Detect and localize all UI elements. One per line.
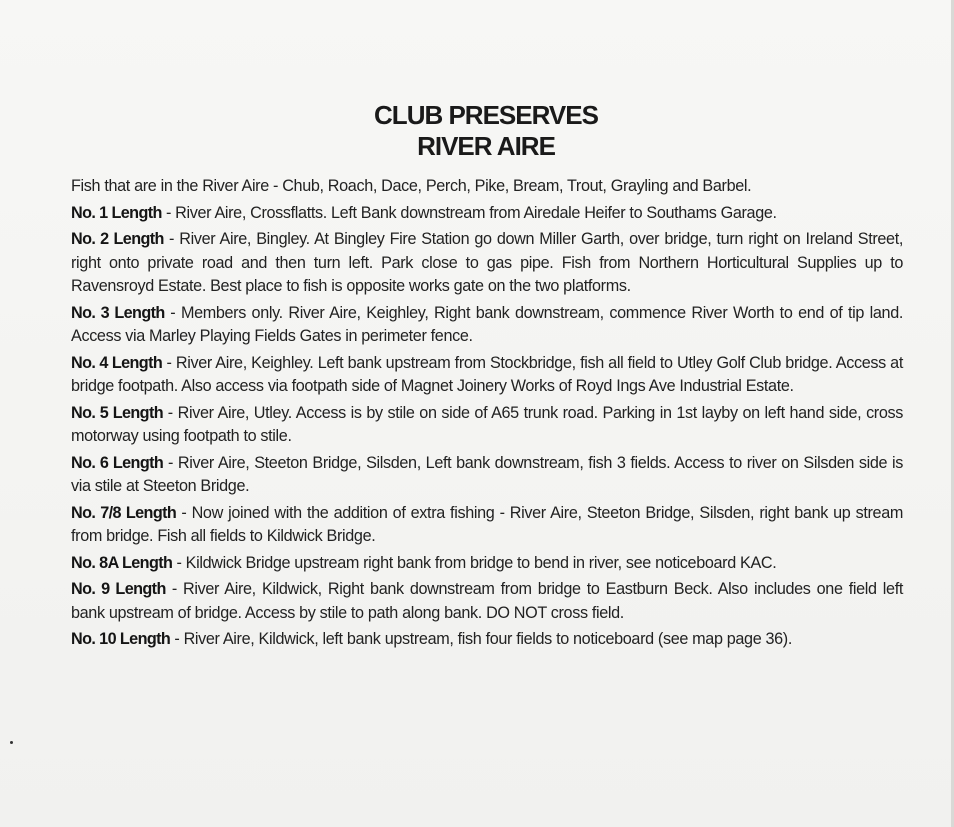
length-label: No. 1 Length <box>71 203 162 222</box>
title-line-2: RIVER AIRE <box>417 131 555 161</box>
content <box>71 175 903 655</box>
length-entry <box>71 578 903 625</box>
length-entry <box>71 352 903 399</box>
length-label: No. 2 Length <box>71 230 164 248</box>
length-label: No. 10 Length <box>71 630 171 648</box>
length-entry <box>71 228 903 299</box>
length-description: River Aire, Steeton Bridge, Silsden, Left bank downstream, fish 3 fields. Access to river on Silsden side is via stile at Steeton Bridge. <box>71 453 903 495</box>
length-description: Now joined with the addition of extra fishing - River Aire, Steeton Bridge, Silsden, right bank up stream from bridge. Fish all fields to Kildwick Bridge. <box>71 503 903 545</box>
length-description: River Aire, Keighley. Left bank upstream from Stockbridge, fish all field to Utley Golf Club bridge. Access at bridge footpath. Also access via footpath side of Magnet Joinery Works of Royd Ings Ave Industrial Estate. <box>71 353 903 395</box>
length-label: No. 9 Length <box>71 580 166 598</box>
length-description: Kildwick Bridge upstream right bank from bridge to bend in river, see noticeboard KAC. <box>185 553 777 572</box>
length-entry <box>71 302 903 349</box>
length-entry <box>71 452 903 499</box>
length-description: River Aire, Kildwick, left bank upstream, fish four fields to noticeboard (see map page 36). <box>183 630 792 648</box>
intro-paragraph: Fish that are in the River Aire - Chub, Roach, Dace, Perch, Pike, Bream, Trout, Grayling and Barbel. <box>71 177 752 195</box>
title-block <box>0 100 954 162</box>
length-label: No. 6 Length <box>71 453 164 472</box>
length-label: No. 5 Length <box>71 403 164 422</box>
length-entry <box>71 628 903 652</box>
length-label: No. 4 Length <box>71 353 163 372</box>
length-description: River Aire, Utley. Access is by stile on side of A65 trunk road. Parking in 1st layby on left hand side, cross motorway using footpath to stile. <box>71 403 903 445</box>
length-separator: - <box>163 403 178 422</box>
length-separator: - <box>163 453 178 472</box>
length-entry <box>71 402 903 449</box>
length-entry <box>71 202 903 226</box>
length-separator: - <box>176 503 192 522</box>
length-separator: - <box>164 303 181 322</box>
title-line-1: CLUB PRESERVES <box>374 100 598 130</box>
length-description: River Aire, Kildwick, Right bank downstream from bridge to Eastburn Beck. Also includes one field left bank upstream of bridge. Access by stile to path along bank. DO NOT cross field. <box>71 580 903 622</box>
length-entry <box>71 552 903 576</box>
length-description: River Aire, Crossflatts. Left Bank downstream from Airedale Heifer to Southams Garage. <box>175 203 777 222</box>
length-label: No. 8A Length <box>71 553 173 572</box>
length-separator: - <box>170 630 184 648</box>
length-separator: - <box>165 580 184 598</box>
length-label: No. 3 Length <box>71 303 165 322</box>
length-description: Members only. River Aire, Keighley, Right bank downstream, commence River Worth to end of tip land. Access via Marley Playing Fields Gates in perimeter fence. <box>71 303 904 345</box>
length-description: River Aire, Bingley. At Bingley Fire Station go down Miller Garth, over bridge, turn right on Ireland Street, right onto private road and then turn left. Park close to gas pipe. Fish from Northern Horticultural Supplies up to Ravensroyd Estate. Best place to fish is opposite works gate on the two platforms. <box>71 230 904 295</box>
speck-mark <box>10 741 13 744</box>
length-label: No. 7/8 Length <box>71 503 177 522</box>
length-separator: - <box>162 353 176 372</box>
length-entry <box>71 502 903 549</box>
length-list <box>71 202 903 652</box>
length-separator: - <box>163 230 180 248</box>
length-separator: - <box>161 203 176 222</box>
length-separator: - <box>172 553 186 572</box>
